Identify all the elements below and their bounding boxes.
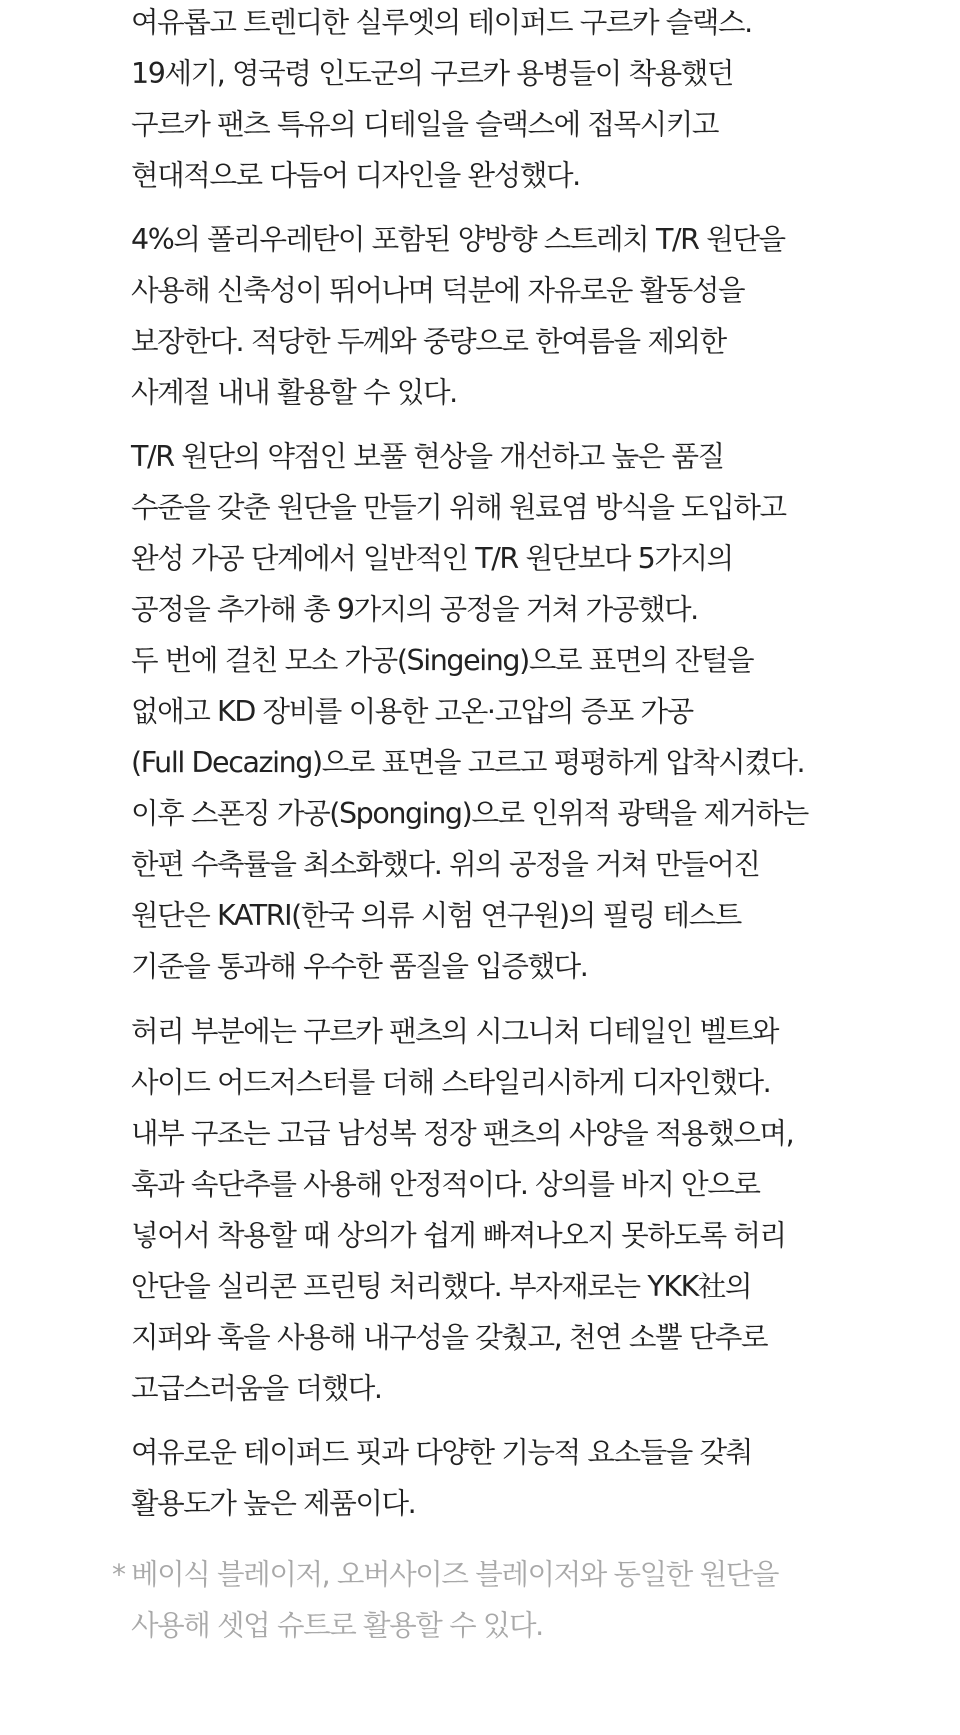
text-line: 완성 가공 단계에서 일반적인 T/R 원단보다 5가지의 — [131, 542, 733, 575]
text-line: 사용해 신축성이 뛰어나며 덕분에 자유로운 활동성을 — [131, 274, 745, 307]
text-line: 보장한다. 적당한 두께와 중량으로 한여름을 제외한 — [131, 325, 726, 358]
fabric-paragraph — [131, 214, 785, 418]
text-line: 활용도가 높은 제품이다. — [131, 1487, 416, 1520]
text-line: 이후 스폰징 가공(Sponging)으로 인위적 광택을 제거하는 — [131, 797, 808, 830]
text-line: 안단을 실리콘 프린팅 처리했다. 부자재로는 YKK社의 — [131, 1270, 752, 1303]
text-line: T/R 원단의 약점인 보풀 현상을 개선하고 높은 품질 — [131, 440, 724, 473]
text-line: 여유롭고 트렌디한 실루엣의 테이퍼드 구르카 슬랙스. — [131, 6, 752, 39]
text-line: 원단은 KATRI(한국 의류 시험 연구원)의 필링 테스트 — [131, 899, 741, 932]
text-line: 넣어서 착용할 때 상의가 쉽게 빠져나오지 못하도록 허리 — [131, 1219, 786, 1252]
text-line: 내부 구조는 고급 남성복 정장 팬츠의 사양을 적용했으며, — [131, 1117, 794, 1150]
setup-note — [112, 1549, 778, 1651]
text-line: 사계절 내내 활용할 수 있다. — [131, 376, 457, 409]
process-paragraph — [131, 431, 808, 992]
note-line: 베이식 블레이저, 오버사이즈 블레이저와 동일한 원단을 — [131, 1558, 778, 1591]
text-line: 수준을 갖춘 원단을 만들기 위해 원료염 방식을 도입하고 — [131, 491, 786, 524]
detail-paragraph — [131, 1006, 793, 1414]
text-line: 고급스러움을 더했다. — [131, 1372, 382, 1405]
asterisk-mark: * — [112, 1558, 125, 1591]
text-line: 현대적으로 다듬어 디자인을 완성했다. — [131, 159, 580, 192]
text-line: 사이드 어드저스터를 더해 스타일리시하게 디자인했다. — [131, 1066, 771, 1099]
text-line: 없애고 KD 장비를 이용한 고온·고압의 증포 가공 — [131, 695, 693, 728]
summary-paragraph — [131, 1427, 752, 1529]
text-line: 공정을 추가해 총 9가지의 공정을 거쳐 가공했다. — [131, 593, 698, 626]
text-line: (Full Decazing)으로 표면을 고르고 평평하게 압착시켰다. — [131, 746, 805, 779]
text-line: 여유로운 테이퍼드 핏과 다양한 기능적 요소들을 갖춰 — [131, 1436, 752, 1469]
text-line: 구르카 팬츠 특유의 디테일을 슬랙스에 접목시키고 — [131, 108, 719, 141]
text-line: 4%의 폴리우레탄이 포함된 양방향 스트레치 T/R 원단을 — [131, 223, 785, 256]
text-line: 두 번에 걸친 모소 가공(Singeing)으로 표면의 잔털을 — [131, 644, 754, 677]
text-line: 한편 수축률을 최소화했다. 위의 공정을 거쳐 만들어진 — [131, 848, 760, 881]
text-line: 지퍼와 훅을 사용해 내구성을 갖췄고, 천연 소뿔 단추로 — [131, 1321, 768, 1354]
intro-paragraph — [131, 0, 752, 201]
text-line: 허리 부분에는 구르카 팬츠의 시그니처 디테일인 벨트와 — [131, 1015, 778, 1048]
note-line: 사용해 셋업 슈트로 활용할 수 있다. — [131, 1609, 543, 1642]
text-line: 19세기, 영국령 인도군의 구르카 용병들이 착용했던 — [131, 57, 734, 90]
text-line: 훅과 속단추를 사용해 안정적이다. 상의를 바지 안으로 — [131, 1168, 760, 1201]
text-line: 기준을 통과해 우수한 품질을 입증했다. — [131, 950, 588, 983]
